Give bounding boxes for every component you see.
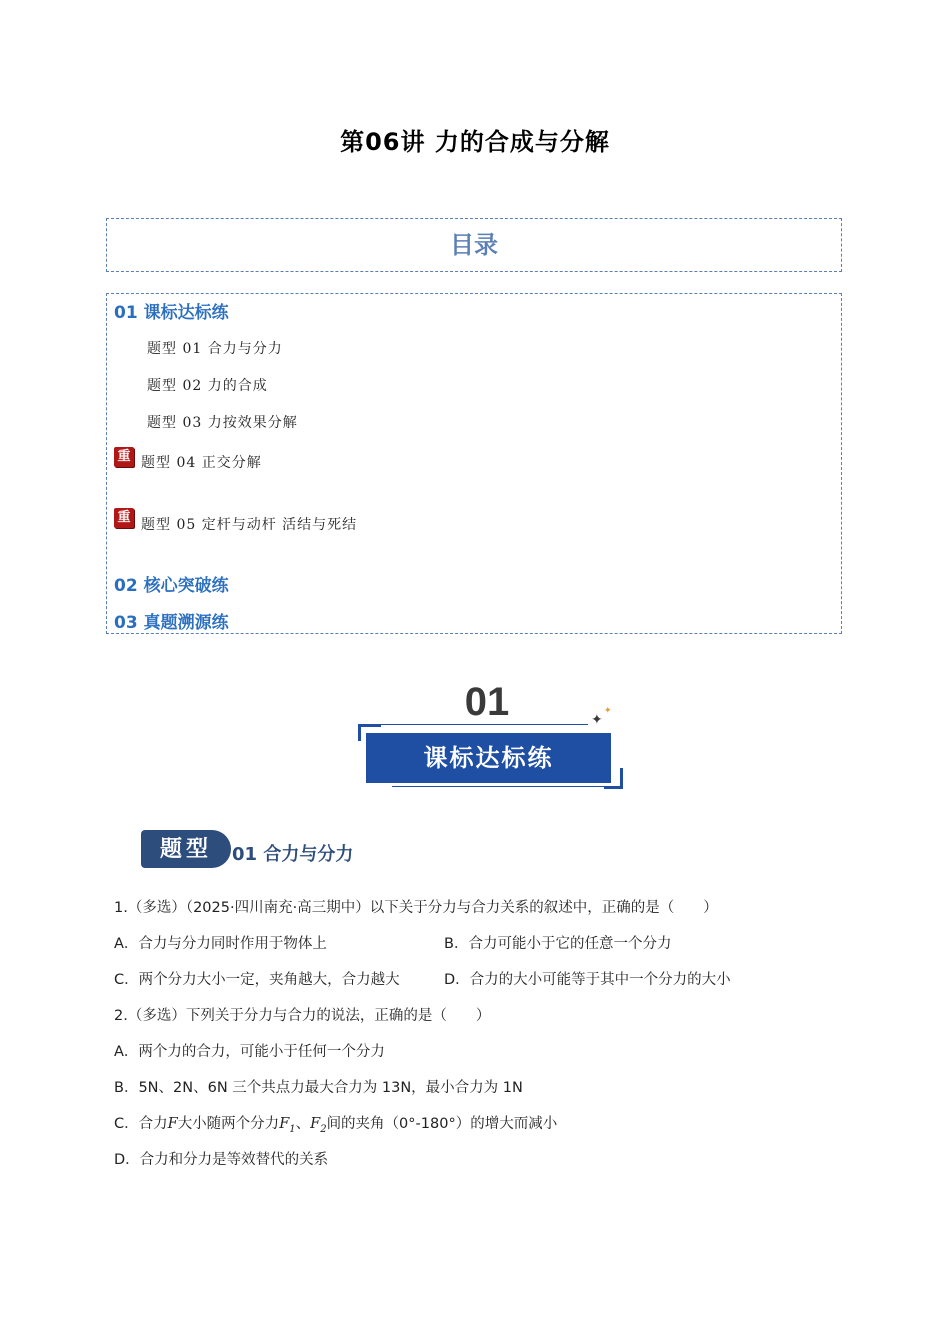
toc-item-4[interactable]: 题型 04 正交分解 — [141, 455, 262, 471]
section-banner: 课标达标练 — [366, 733, 611, 783]
toc-section-2[interactable]: 02 核心突破练 — [114, 576, 229, 596]
toc-section-3[interactable]: 03 真题溯源练 — [114, 613, 229, 633]
banner-line-decoration — [378, 724, 588, 725]
question-2-option-c: C．合力F大小随两个分力$F_1$、$F_2$间的夹角（0°-180°）的增大而减小 — [114, 1116, 558, 1135]
toc-heading-box — [106, 218, 842, 272]
question-2-stem: 2.（多选）下列关于分力与合力的说法，正确的是（ ） — [114, 1008, 491, 1024]
question-2-option-d: D．合力和分力是等效替代的关系 — [114, 1152, 329, 1168]
question-1-option-c: C．两个分力大小一定，夹角越大，合力越大 — [114, 972, 400, 988]
topic-title: 01 合力与分力 — [232, 844, 354, 865]
topic-tag: 题型 — [141, 830, 231, 868]
toc-item-3[interactable]: 题型 03 力按效果分解 — [147, 415, 298, 431]
page-title: 第06讲 力的合成与分解 — [340, 128, 610, 156]
banner-corner-decoration — [604, 768, 623, 789]
question-1-option-a: A．合力与分力同时作用于物体上 — [114, 936, 327, 952]
toc-item-2[interactable]: 题型 02 力的合成 — [147, 378, 268, 394]
section-number: 01 — [464, 680, 510, 724]
sparkle-icon: ✦ — [591, 712, 603, 728]
question-2-option-a: A．两个力的合力，可能小于任何一个分力 — [114, 1044, 385, 1060]
sparkle-icon: ✦ — [604, 706, 612, 716]
banner-line-decoration — [392, 786, 604, 787]
toc-heading: 目录 — [450, 231, 498, 259]
question-1-option-d: D．合力的大小可能等于其中一个分力的大小 — [444, 972, 731, 988]
toc-item-1[interactable]: 题型 01 合力与分力 — [147, 341, 283, 357]
question-1-stem: 1.（多选）（2025·四川南充·高三期中）以下关于分力与合力关系的叙述中，正确的是（ ） — [114, 900, 718, 916]
toc-item-5[interactable]: 题型 05 定杆与动杆 活结与死结 — [141, 517, 358, 533]
toc-section-1[interactable]: 01 课标达标练 — [114, 303, 229, 323]
key-badge-icon: 重 — [114, 508, 134, 528]
question-1-option-b: B．合力可能小于它的任意一个分力 — [444, 936, 672, 952]
question-2-option-b: B．5N、2N、6N 三个共点力最大合力为 13N，最小合力为 1N — [114, 1080, 523, 1096]
key-badge-icon: 重 — [114, 447, 134, 467]
